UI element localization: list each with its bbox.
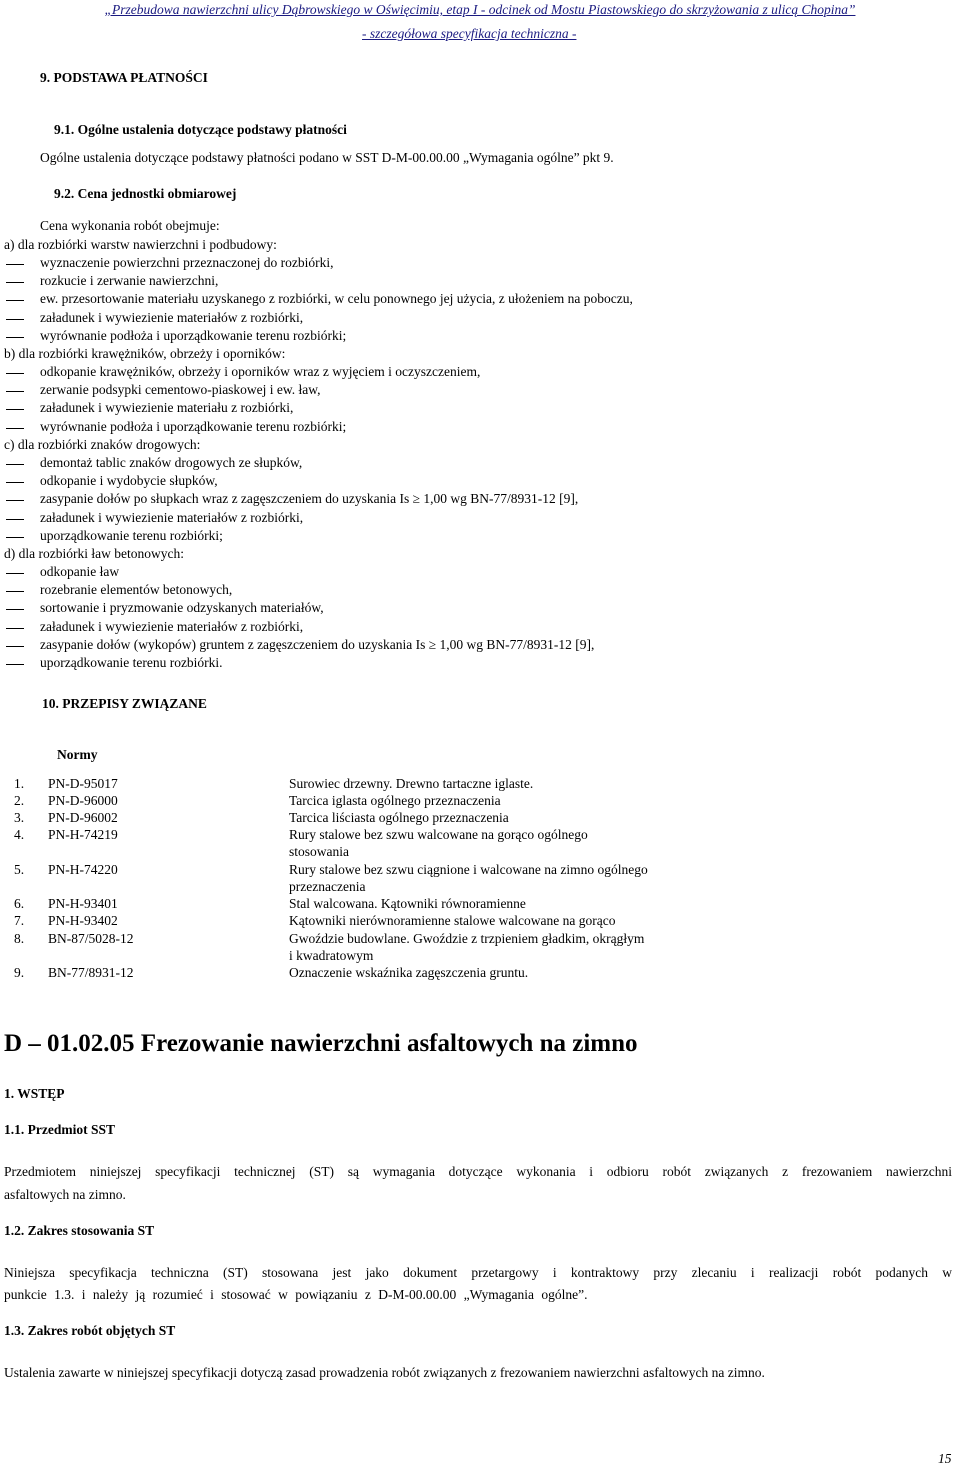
norm-number: 7. — [14, 913, 25, 928]
list-d-item: załadunek i wywiezienie materiałów z rozbiórki, — [40, 618, 304, 634]
dash-bullet — [6, 664, 24, 665]
norm-number: 9. — [14, 965, 25, 980]
document-heading: D – 01.02.05 Frezowanie nawierzchni asfaltowych na zimno — [4, 1030, 638, 1057]
list-c-title: c) dla rozbiórki znaków drogowych: — [4, 437, 201, 452]
section-9-2-intro: Cena wykonania robót obejmuje: — [40, 218, 220, 233]
section-9-1-title: 9.1. Ogólne ustalenia dotyczące podstawy płatności — [54, 122, 347, 137]
list-c-item: załadunek i wywiezienie materiałów z rozbiórki, — [40, 509, 304, 525]
dash-bullet — [6, 573, 24, 574]
norm-number: 3. — [14, 810, 25, 825]
norm-code: PN-H-74220 — [48, 862, 118, 877]
dash-bullet — [6, 628, 24, 629]
header-title: „Przebudowa nawierzchni ulicy Dąbrowskiego w Oświęcimiu, etap I - odcinek od Mostu Piastowskiego do skrzyżowania z ulicą Chopina” — [104, 2, 856, 17]
list-b-item: odkopanie krawężników, obrzeży i oporników wraz z wyjęciem i oczyszczeniem, — [40, 364, 481, 379]
section-1-2-line2: punkcie 1.3. i należy ją rozumieć i stosować w powiązaniu z D-M-00.00.00 „Wymagania ogólne”. — [4, 1287, 588, 1302]
section-9-title: 9. PODSTAWA PŁATNOŚCI — [40, 70, 208, 85]
section-9-1-text: Ogólne ustalenia dotyczące podstawy płatności podano w SST D-M-00.00.00 „Wymagania ogólne” pkt 9. — [40, 150, 614, 165]
norm-description-cont: przeznaczenia — [289, 879, 366, 894]
norm-code: PN-D-95017 — [48, 776, 118, 791]
dash-bullet — [6, 409, 24, 410]
list-d-item: uporządkowanie terenu rozbiórki. — [40, 655, 223, 670]
norms-title: Normy — [57, 747, 98, 762]
norm-description-cont: i kwadratowym — [289, 948, 374, 963]
dash-bullet — [6, 300, 24, 301]
section-1-2-title: 1.2. Zakres stosowania ST — [4, 1223, 155, 1238]
norm-code: PN-H-93401 — [48, 896, 118, 911]
list-b-item: wyrównanie podłoża i uporządkowanie terenu rozbiórki; — [40, 418, 347, 434]
dash-bullet — [6, 464, 24, 465]
norm-number: 8. — [14, 931, 25, 946]
list-a-item: ew. przesortowanie materiału uzyskanego z rozbiórki, w celu ponownego jej użycia, z ułożeniem na poboczu, — [40, 291, 633, 307]
norm-code: BN-87/5028-12 — [48, 931, 134, 946]
list-b-item: załadunek i wywiezienie materiału z rozbiórki, — [40, 400, 294, 416]
list-d-item: sortowanie i pryzmowanie odzyskanych materiałów, — [40, 600, 324, 616]
section-1-2-line1: Niniejsza specyfikacja techniczna (ST) stosowana jest jako dokument przetargowy i kontraktowy przy zlecaniu i realizacji robót podanych w — [4, 1265, 952, 1280]
dash-bullet — [6, 428, 24, 429]
dash-bullet — [6, 264, 24, 265]
list-a-item: wyrównanie podłoża i uporządkowanie terenu rozbiórki; — [40, 327, 347, 343]
list-b-item: zerwanie podsypki cementowo-piaskowej i ew. ław, — [40, 382, 321, 398]
list-a-title: a) dla rozbiórki warstw nawierzchni i podbudowy: — [4, 237, 277, 252]
norm-code: PN-D-96000 — [48, 793, 118, 808]
norm-number: 6. — [14, 896, 25, 911]
norm-code: PN-H-74219 — [48, 827, 118, 842]
section-1-3-title: 1.3. Zakres robót objętych ST — [4, 1323, 176, 1338]
norm-description: Stal walcowana. Kątowniki równoramienne — [289, 896, 526, 911]
list-a-item: wyznaczenie powierzchni przeznaczonej do rozbiórki, — [40, 255, 334, 270]
norm-description: Gwoździe budowlane. Gwoździe z trzpieniem gładkim, okrągłym — [289, 931, 645, 946]
norm-code: BN-77/8931-12 — [48, 965, 134, 980]
dash-bullet — [6, 609, 24, 610]
list-c-item: zasypanie dołów po słupkach wraz z zagęszczeniem do uzyskania Is ≥ 1,00 wg BN-77/8931-12 [9], — [40, 491, 579, 507]
norm-description-cont: stosowania — [289, 844, 349, 859]
dash-bullet — [6, 591, 24, 592]
list-c-item: uporządkowanie terenu rozbiórki; — [40, 527, 223, 543]
list-d-item: odkopanie ław — [40, 564, 120, 579]
norm-number: 1. — [14, 776, 25, 791]
dash-bullet — [6, 373, 24, 374]
list-d-item: rozebranie elementów betonowych, — [40, 582, 233, 598]
dash-bullet — [6, 391, 24, 392]
norm-number: 2. — [14, 793, 25, 808]
dash-bullet — [6, 482, 24, 483]
norm-description: Kątowniki nierównoramienne stalowe walcowane na gorąco — [289, 913, 616, 928]
dash-bullet — [6, 282, 24, 283]
section-1-3-text: Ustalenia zawarte w niniejszej specyfikacji dotyczą zasad prowadzenia robót związanych z frezowaniem nawierzchni asfaltowych na zimno. — [4, 1365, 765, 1380]
list-d-item: zasypanie dołów (wykopów) gruntem z zagęszczeniem do uzyskania Is ≥ 1,00 wg BN-77/8931-12 [9], — [40, 636, 595, 652]
norm-number: 4. — [14, 827, 25, 842]
section-1-title: 1. WSTĘP — [4, 1086, 65, 1101]
norm-number: 5. — [14, 862, 25, 877]
section-1-1-line1: Przedmiotem niniejszej specyfikacji technicznej (ST) są wymagania dotyczące wykonania i odbioru robót związanych z frezowaniem nawierzchni — [4, 1164, 952, 1179]
norm-code: PN-H-93402 — [48, 913, 118, 928]
norm-description: Tarcica liściasta ogólnego przeznaczenia — [289, 810, 509, 825]
dash-bullet — [6, 500, 24, 501]
list-c-item: odkopanie i wydobycie słupków, — [40, 473, 218, 489]
section-1-1-line2: asfaltowych na zimno. — [4, 1187, 126, 1202]
norm-description: Surowiec drzewny. Drewno tartaczne iglaste. — [289, 776, 534, 791]
dash-bullet — [6, 646, 24, 647]
norm-description: Rury stalowe bez szwu ciągnione i walcowane na zimno ogólnego — [289, 862, 648, 877]
dash-bullet — [6, 319, 24, 320]
header-subtitle: - szczegółowa specyfikacja techniczna - — [362, 26, 577, 41]
list-c-item: demontaż tablic znaków drogowych ze słupków, — [40, 455, 303, 470]
page-number: 15 — [938, 1451, 952, 1466]
dash-bullet — [6, 337, 24, 338]
list-b-title: b) dla rozbiórki krawężników, obrzeży i oporników: — [4, 346, 286, 361]
section-10-title: 10. PRZEPISY ZWIĄZANE — [42, 696, 207, 711]
list-a-item: rozkucie i zerwanie nawierzchni, — [40, 273, 219, 289]
dash-bullet — [6, 537, 24, 538]
section-9-2-title: 9.2. Cena jednostki obmiarowej — [54, 186, 237, 201]
norm-description: Oznaczenie wskaźnika zagęszczenia gruntu. — [289, 965, 529, 980]
dash-bullet — [6, 519, 24, 520]
list-a-item: załadunek i wywiezienie materiałów z rozbiórki, — [40, 309, 304, 325]
norm-description: Tarcica iglasta ogólnego przeznaczenia — [289, 793, 501, 808]
norm-code: PN-D-96002 — [48, 810, 118, 825]
norm-description: Rury stalowe bez szwu walcowane na gorąco ogólnego — [289, 827, 588, 842]
section-1-1-title: 1.1. Przedmiot SST — [4, 1122, 115, 1137]
list-d-title: d) dla rozbiórki ław betonowych: — [4, 546, 184, 561]
